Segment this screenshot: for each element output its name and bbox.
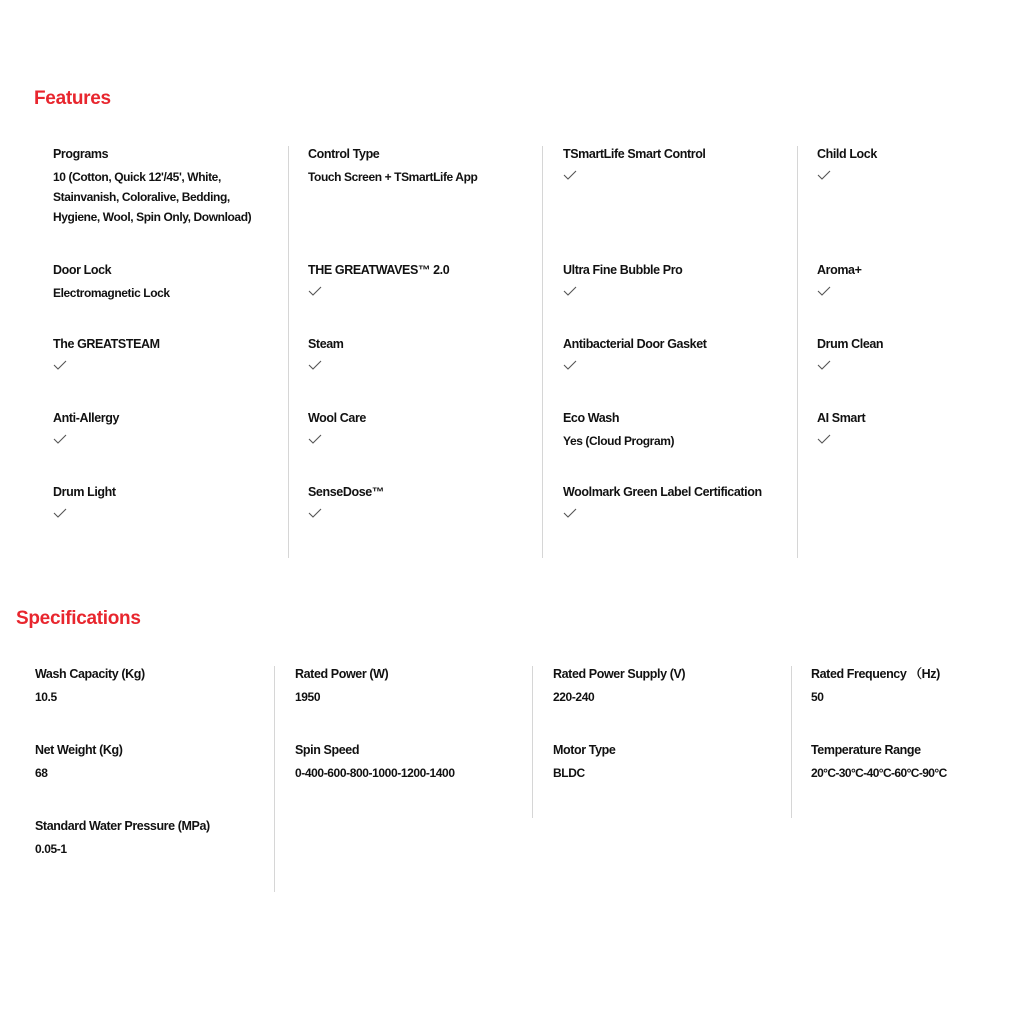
feature-value: Electromagnetic Lock: [53, 286, 170, 300]
feature-control-type: [308, 146, 543, 187]
spec-value: 220-240: [553, 690, 595, 704]
spec-label: Wash Capacity (Kg): [35, 667, 145, 681]
spec-label: Spin Speed: [295, 743, 360, 757]
feature-label: Anti-Allergy: [53, 411, 120, 425]
feature-wool-care: [308, 410, 543, 444]
feature-drum-clean: [817, 336, 997, 370]
feature-antibacterial-gasket: [563, 336, 797, 370]
spec-wash-capacity: [35, 666, 274, 707]
specifications-title: Specifications: [16, 608, 141, 629]
feature-label: THE GREATWAVES™ 2.0: [308, 263, 450, 277]
feature-tsmartlife-control: [563, 146, 797, 180]
feature-label: Ultra Fine Bubble Pro: [563, 263, 683, 277]
checkmark-icon: [53, 508, 67, 518]
feature-value: Touch Screen + TSmartLife App: [308, 170, 478, 184]
spec-label: Standard Water Pressure (MPa): [35, 819, 210, 833]
feature-label: The GREATSTEAM: [53, 337, 160, 351]
feature-anti-allergy: [53, 410, 288, 444]
checkmark-icon: [563, 508, 577, 518]
spec-label: Net Weight (Kg): [35, 743, 123, 757]
checkmark-icon: [563, 286, 577, 296]
spec-value: 0.05-1: [35, 842, 67, 856]
feature-label: Drum Clean: [817, 337, 884, 351]
feature-label: TSmartLife Smart Control: [563, 147, 706, 161]
feature-programs: [53, 146, 278, 227]
spec-label: Rated Frequency （Hz): [811, 667, 940, 681]
feature-label: SenseDose™: [308, 485, 384, 499]
spec-label: Rated Power Supply (V): [553, 667, 686, 681]
feature-eco-wash: [563, 410, 797, 451]
feature-label: Programs: [53, 147, 109, 161]
feature-label: Door Lock: [53, 263, 112, 277]
checkmark-icon: [53, 360, 67, 370]
feature-ai-smart: [817, 410, 997, 444]
feature-child-lock: [817, 146, 997, 180]
features-column-2: [288, 146, 543, 558]
feature-greatwaves: [308, 262, 543, 296]
feature-label: Antibacterial Door Gasket: [563, 337, 707, 351]
features-column-1: [34, 146, 288, 558]
spec-label: Temperature Range: [811, 743, 921, 757]
specs-column-4: [791, 666, 1011, 818]
specifications-grid: [16, 666, 1016, 892]
feature-value: Yes (Cloud Program): [563, 434, 675, 448]
spec-value: 0-400-600-800-1000-1200-1400: [295, 766, 455, 780]
features-column-3: [542, 146, 797, 558]
spec-value: 1950: [295, 690, 321, 704]
spec-rated-power: [295, 666, 532, 707]
feature-woolmark-certification: [563, 484, 797, 518]
specs-column-2: [274, 666, 532, 892]
checkmark-icon: [817, 434, 831, 444]
feature-aroma: [817, 262, 997, 296]
checkmark-icon: [308, 360, 322, 370]
spec-value: 50: [811, 690, 824, 704]
checkmark-icon: [563, 360, 577, 370]
specs-column-3: [532, 666, 791, 818]
feature-value: 10 (Cotton, Quick 12'/45', White, Stainvanish, Coloralive, Bedding, Hygiene, Wool, Spin Only, Download): [53, 170, 252, 224]
spec-motor-type: [553, 742, 791, 783]
spec-value: BLDC: [553, 766, 585, 780]
spec-power-supply: [553, 666, 791, 707]
checkmark-icon: [308, 286, 322, 296]
spec-label: Motor Type: [553, 743, 616, 757]
feature-label: AI Smart: [817, 411, 866, 425]
checkmark-icon: [308, 434, 322, 444]
feature-drum-light: [53, 484, 288, 518]
feature-door-lock: [53, 262, 288, 303]
feature-ultra-fine-bubble: [563, 262, 797, 296]
feature-steam: [308, 336, 543, 370]
spec-value: 68: [35, 766, 48, 780]
feature-label: Child Lock: [817, 147, 877, 161]
specs-column-1: [16, 666, 274, 892]
feature-label: Woolmark Green Label Certification: [563, 485, 762, 499]
checkmark-icon: [308, 508, 322, 518]
checkmark-icon: [53, 434, 67, 444]
checkmark-icon: [817, 360, 831, 370]
features-grid: [34, 146, 1024, 558]
feature-greatsteam: [53, 336, 288, 370]
feature-label: Wool Care: [308, 411, 366, 425]
spec-value: 10.5: [35, 690, 57, 704]
spec-water-pressure: [35, 818, 274, 859]
checkmark-icon: [817, 170, 831, 180]
checkmark-icon: [817, 286, 831, 296]
feature-label: Aroma+: [817, 263, 862, 277]
feature-label: Control Type: [308, 147, 380, 161]
checkmark-icon: [563, 170, 577, 180]
spec-temperature-range: [811, 742, 1011, 783]
spec-rated-frequency: [811, 666, 1011, 707]
features-column-4: [797, 146, 997, 558]
feature-sensedose: [308, 484, 543, 518]
feature-label: Eco Wash: [563, 411, 620, 425]
spec-value: 20°C-30°C-40°C-60°C-90°C: [811, 766, 947, 780]
spec-spin-speed: [295, 742, 532, 783]
feature-label: Drum Light: [53, 485, 116, 499]
features-title: Features: [34, 88, 111, 109]
feature-label: Steam: [308, 337, 344, 351]
spec-label: Rated Power (W): [295, 667, 389, 681]
spec-net-weight: [35, 742, 274, 783]
